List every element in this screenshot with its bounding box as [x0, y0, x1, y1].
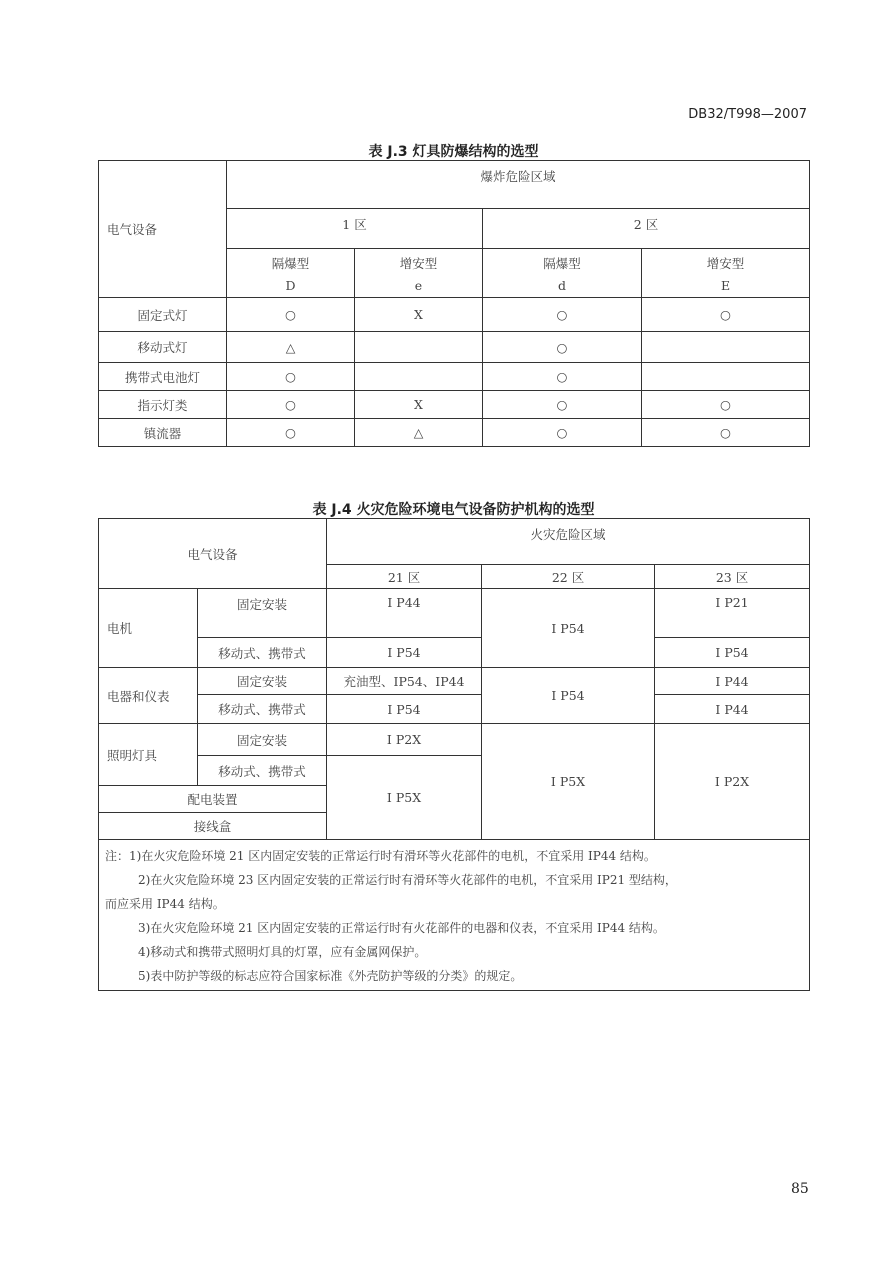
device-cell: 固定式灯	[99, 298, 227, 332]
table-j4	[98, 518, 810, 991]
row-distribution: 配电装置	[99, 786, 327, 813]
sub-mobile: 移动式、携带式	[198, 695, 327, 724]
value-cell: X	[355, 298, 483, 332]
type-name: 增安型	[399, 255, 438, 271]
table-row	[99, 419, 810, 447]
value-cell: I P54	[482, 668, 655, 724]
value-cell: ○	[227, 363, 355, 391]
type-name: 隔爆型	[271, 255, 310, 271]
device-cell: 携带式电池灯	[99, 363, 227, 391]
note-line: 注：1)在火灾危险环境 21 区内固定安装的正常运行时有滑环等火花部件的电机，不宜采用 IP44 结构。	[105, 849, 656, 863]
zone-header: 21 区	[327, 565, 482, 589]
col-header-device: 电气设备	[99, 519, 327, 589]
value-cell: I P21	[655, 589, 810, 638]
group-appliance: 电器和仪表	[99, 668, 198, 724]
type-header	[483, 249, 642, 298]
table-j3	[98, 160, 810, 447]
type-code: E	[720, 277, 731, 293]
value-cell: I P44	[655, 668, 810, 695]
type-name: 增安型	[706, 255, 745, 271]
value-cell: ○	[227, 298, 355, 332]
table-j3-caption: 表 J.3 灯具防爆结构的选型	[368, 144, 539, 160]
note-line: 而应采用 IP44 结构。	[105, 897, 225, 911]
value-cell: △	[355, 419, 483, 447]
value-cell: I P5X	[327, 756, 482, 840]
value-cell: I P2X	[327, 724, 482, 756]
sub-mobile: 移动式、携带式	[198, 756, 327, 786]
value-cell	[642, 332, 810, 363]
value-cell: 充油型、IP54、IP44	[327, 668, 482, 695]
table-row	[99, 363, 810, 391]
value-cell	[642, 363, 810, 391]
value-cell: X	[355, 391, 483, 419]
value-cell	[355, 332, 483, 363]
type-name: 隔爆型	[543, 255, 581, 271]
value-cell: I P54	[327, 695, 482, 724]
note-line: 4)移动式和携带式照明灯具的灯罩，应有金属网保护。	[138, 945, 427, 959]
value-cell: I P44	[655, 695, 810, 724]
value-cell: ○	[642, 419, 810, 447]
note-line: 2)在火灾危险环境 23 区内固定安装的正常运行时有滑环等火花部件的电机，不宜采用 IP21 型结构，	[138, 873, 677, 887]
sub-fixed: 固定安装	[198, 589, 327, 638]
page-number: 85	[791, 1181, 809, 1197]
value-cell: ○	[642, 391, 810, 419]
value-cell: ○	[227, 419, 355, 447]
zone-header: 23 区	[655, 565, 810, 589]
table-row	[99, 298, 810, 332]
value-cell: I P5X	[482, 724, 655, 840]
value-cell: ○	[642, 298, 810, 332]
device-cell: 指示灯类	[99, 391, 227, 419]
notes	[99, 840, 810, 991]
type-header	[642, 249, 810, 298]
type-code: d	[557, 277, 566, 293]
group-motor: 电机	[99, 589, 198, 668]
table-row	[99, 332, 810, 363]
value-cell: ○	[227, 391, 355, 419]
value-cell: ○	[483, 332, 642, 363]
value-cell: ○	[483, 363, 642, 391]
group-lighting: 照明灯具	[99, 724, 198, 786]
area-header: 爆炸危险区域	[227, 161, 810, 209]
sub-fixed: 固定安装	[198, 668, 327, 695]
value-cell	[355, 363, 483, 391]
zone-header: 2 区	[483, 209, 810, 249]
value-cell: I P44	[327, 589, 482, 638]
note-line: 5)表中防护等级的标志应符合国家标准《外壳防护等级的分类》的规定。	[138, 969, 523, 983]
value-cell: ○	[483, 391, 642, 419]
value-cell: I P2X	[655, 724, 810, 840]
area-header: 火灾危险区域	[327, 519, 810, 565]
value-cell: ○	[483, 298, 642, 332]
row-junction-box: 接线盒	[99, 813, 327, 840]
zone-header: 1 区	[227, 209, 483, 249]
standard-code: DB32/T998—2007	[688, 107, 807, 122]
zone-header: 22 区	[482, 565, 655, 589]
type-header	[355, 249, 483, 298]
device-cell: 镇流器	[99, 419, 227, 447]
device-cell: 移动式灯	[99, 332, 227, 363]
type-header	[227, 249, 355, 298]
value-cell: △	[227, 332, 355, 363]
value-cell: I P54	[482, 589, 655, 668]
table-row	[99, 391, 810, 419]
col-header-device: 电气设备	[99, 161, 227, 298]
type-code: D	[285, 277, 296, 293]
value-cell: I P54	[655, 638, 810, 668]
value-cell: I P54	[327, 638, 482, 668]
table-j4-caption: 表 J.4 火灾危险环境电气设备防护机构的选型	[312, 502, 595, 518]
sub-mobile: 移动式、携带式	[198, 638, 327, 668]
note-line: 3)在火灾危险环境 21 区内固定安装的正常运行时有火花部件的电器和仪表，不宜采用 IP44 结构。	[138, 921, 665, 935]
value-cell: ○	[483, 419, 642, 447]
sub-fixed: 固定安装	[198, 724, 327, 756]
type-code: e	[414, 277, 423, 293]
